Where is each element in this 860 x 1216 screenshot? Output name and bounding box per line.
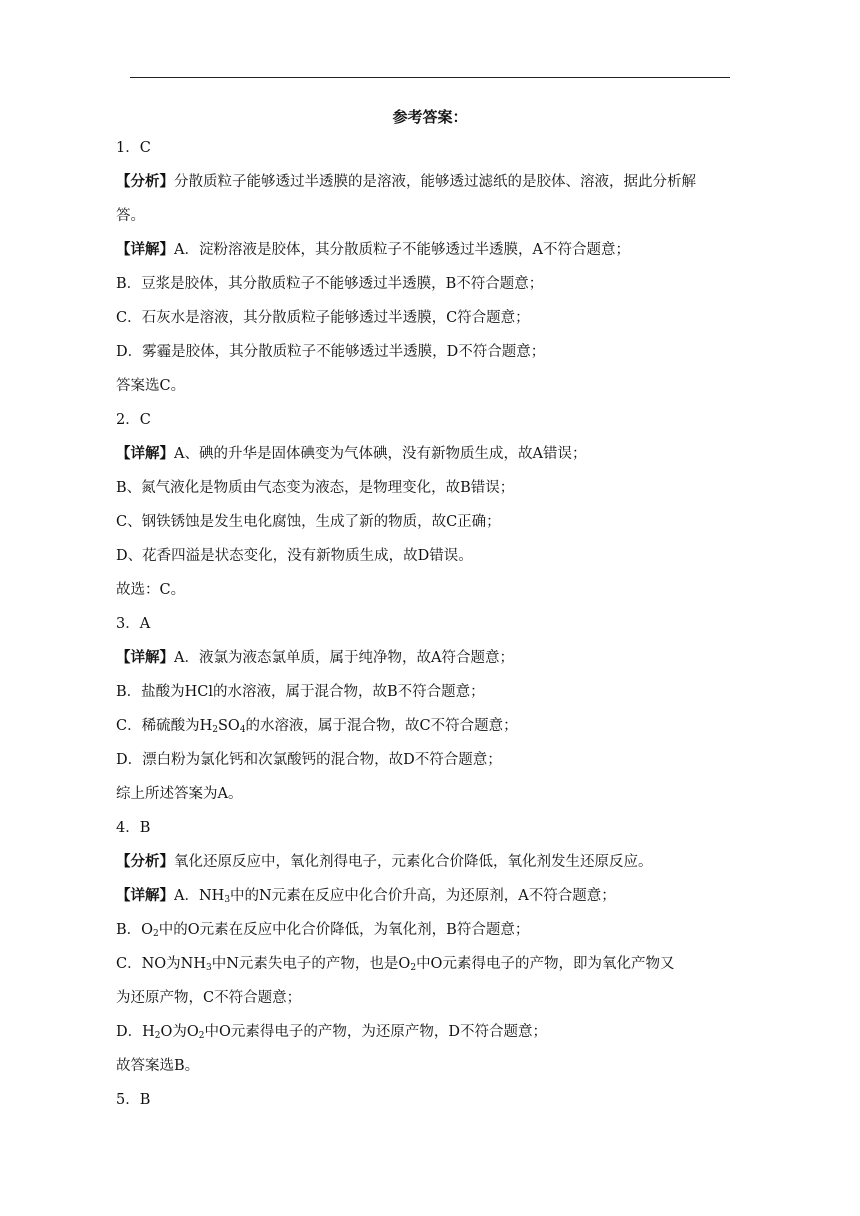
- subscript: 3: [224, 895, 231, 905]
- q2-detail-a-text: A、碘的升华是固体碘变为气体碘，没有新物质生成，故A错误；: [174, 446, 587, 462]
- q4-detail-a: [116, 879, 736, 913]
- q4-detail-a-post: 中的N元素在反应中化合价升高，为还原剂，A不符合题意；: [230, 888, 616, 904]
- answer-content: [116, 131, 736, 1117]
- q1-analysis-text: 分散质粒子能够透过半透膜的是溶液，能够透过滤纸的是胶体、溶液，据此分析解: [174, 174, 696, 190]
- q2-number: 2．C: [116, 412, 151, 428]
- q4-detail-d-c: 中O元素得电子的产物，为还原产物，D不符合题意；: [204, 1024, 548, 1040]
- subscript: 4: [239, 725, 246, 735]
- subscript: 2: [410, 963, 417, 973]
- subscript: 2: [153, 929, 159, 939]
- q3-detail-c: [116, 709, 736, 743]
- q4-detail-c: [116, 947, 736, 981]
- q3-detail-d: D．漂白粉为氯化钙和次氯酸钙的混合物，故D不符合题意；: [116, 752, 502, 768]
- q1-detail-a: [116, 233, 736, 267]
- q3-detail-a-text: A．液氯为液态氯单质，属于纯净物，故A符合题意；: [174, 650, 514, 666]
- q2-detail-c: C、钢铁锈蚀是发生电化腐蚀，生成了新的物质，故C正确；: [116, 514, 501, 530]
- q2-detail-d: D、花香四溢是状态变化，没有新物质生成，故D错误。: [116, 548, 473, 564]
- subscript: 2: [154, 1031, 161, 1041]
- q1-detail-c: C．石灰水是溶液，其分散质粒子能够透过半透膜，C符合题意；: [116, 310, 530, 326]
- q4-conclusion: 故答案选B。: [116, 1058, 200, 1074]
- q4-number: 4．B: [116, 820, 151, 836]
- analysis-tag: 【分析】: [116, 853, 174, 870]
- q4-detail-b: [116, 913, 736, 947]
- q4-detail-b-post: 中的O元素在反应中化合价降低，为氧化剂，B符合题意；: [158, 922, 530, 938]
- q3-detail-c-pre: C．稀硫酸为H: [116, 718, 213, 734]
- q4-detail-d: [116, 1015, 736, 1049]
- detail-tag: 【详解】: [116, 887, 174, 904]
- q1-detail-b: B．豆浆是胶体，其分散质粒子不能够透过半透膜，B不符合题意；: [116, 276, 544, 292]
- q1-detail-a-text: A．淀粉溶液是胶体，其分散质粒子不能够透过半透膜，A不符合题意；: [174, 242, 630, 258]
- q3-detail-a: [116, 641, 736, 675]
- q3-detail-b: B．盐酸为HCl的水溶液，属于混合物，故B不符合题意；: [116, 684, 485, 700]
- q3-conclusion: 综上所述答案为A。: [116, 786, 243, 802]
- q1-analysis-cont: 答。: [116, 208, 145, 224]
- q1-conclusion: 答案选C。: [116, 378, 186, 394]
- analysis-tag: 【分析】: [116, 173, 174, 190]
- q2-conclusion: 故选：C。: [116, 582, 186, 598]
- q2-detail-b: B、氮气液化是物质由气态变为液态，是物理变化，故B错误；: [116, 480, 515, 496]
- q4-detail-c-c: 中O元素得电子的产物，即为氧化产物又: [416, 956, 675, 972]
- q3-detail-c-mid: SO: [217, 718, 240, 734]
- page-title: 参考答案：: [392, 108, 468, 126]
- q3-number: 3．A: [116, 616, 151, 632]
- q4-analysis: [116, 845, 736, 879]
- header-rule: [130, 77, 730, 78]
- q4-analysis-text: 氧化还原反应中，氧化剂得电子，元素化合价降低，氧化剂发生还原反应。: [174, 854, 653, 870]
- q1-detail-d: D．雾霾是胶体，其分散质粒子不能够透过半透膜，D不符合题意；: [116, 344, 546, 360]
- detail-tag: 【详解】: [116, 649, 174, 666]
- detail-tag: 【详解】: [116, 241, 174, 258]
- q4-detail-c-a: C．NO为NH: [116, 956, 207, 972]
- detail-tag: 【详解】: [116, 445, 174, 462]
- q4-detail-d-b: O为O: [160, 1024, 199, 1040]
- subscript: 2: [212, 725, 218, 735]
- q4-detail-c-cont: 为还原产物，C不符合题意；: [116, 990, 302, 1006]
- subscript: 3: [206, 963, 212, 973]
- q5-number: 5．B: [116, 1092, 151, 1108]
- q1-analysis: [116, 165, 736, 199]
- q4-detail-c-b: 中N元素失电子的产物，也是O: [211, 956, 411, 972]
- q3-detail-c-post: 的水溶液，属于混合物，故C不符合题意；: [245, 718, 518, 734]
- q4-detail-a-pre: A．NH: [174, 888, 225, 904]
- subscript: 2: [198, 1031, 205, 1041]
- q1-number: 1．C: [116, 140, 151, 156]
- q4-detail-d-a: D．H: [116, 1024, 155, 1040]
- q2-detail-a: [116, 437, 736, 471]
- q4-detail-b-pre: B．O: [116, 922, 154, 938]
